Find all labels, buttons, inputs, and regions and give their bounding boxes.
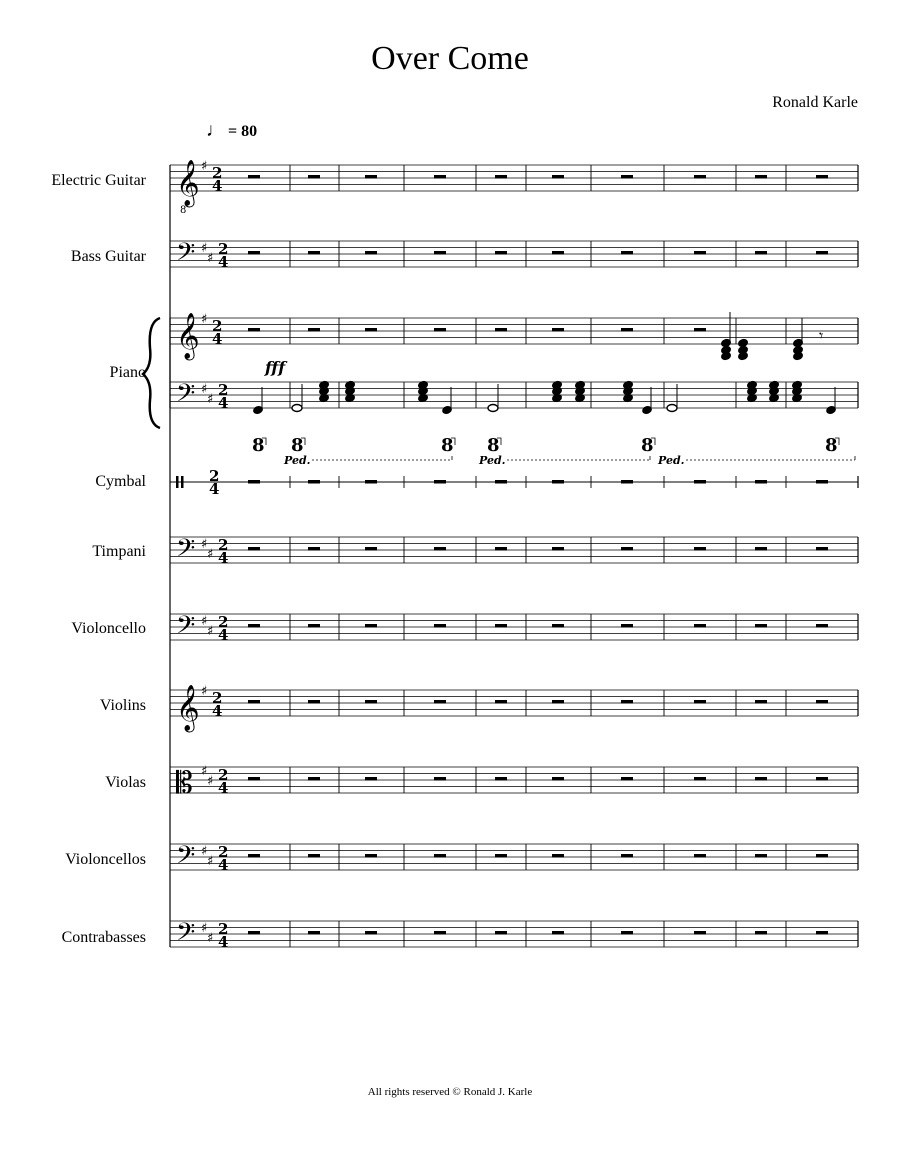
- staff: [170, 844, 858, 870]
- half-note: [488, 405, 498, 412]
- whole-rest: [434, 547, 446, 551]
- whole-rest: [308, 777, 320, 781]
- whole-rest: [816, 931, 828, 935]
- whole-rest: [816, 854, 828, 858]
- time-signature-top: 2: [218, 920, 229, 938]
- instrument-label-violoncellos: Violoncellos: [65, 851, 146, 868]
- whole-rest: [248, 931, 260, 935]
- whole-rest: [621, 854, 633, 858]
- sharp-icon: ♯: [201, 614, 208, 629]
- whole-rest: [434, 854, 446, 858]
- whole-rest: [365, 480, 377, 484]
- bass-clef-icon: 𝄢: [176, 238, 196, 273]
- staff: [170, 165, 858, 191]
- instrument-label-timpani: Timpani: [92, 543, 146, 560]
- whole-rest: [755, 931, 767, 935]
- copyright-footer: All rights reserved © Ronald J. Karle: [367, 1086, 533, 1098]
- whole-rest: [495, 328, 507, 332]
- whole-rest: [365, 777, 377, 781]
- treble-clef-icon: 𝄞: [176, 313, 200, 359]
- instrument-label-bass-guitar: Bass Guitar: [70, 248, 146, 265]
- sharp-icon: ♯: [207, 547, 214, 562]
- whole-rest: [694, 547, 706, 551]
- pedal-mark: Ped.: [658, 454, 685, 467]
- sharp-icon: ♯: [201, 312, 208, 327]
- whole-rest: [248, 624, 260, 628]
- octave-bassa-marker: 8: [291, 435, 304, 456]
- whole-rest: [621, 624, 633, 628]
- whole-rest: [434, 700, 446, 704]
- piano-brace-icon: [143, 318, 160, 428]
- whole-rest: [552, 700, 564, 704]
- whole-rest: [621, 700, 633, 704]
- octave-marker: 8: [180, 205, 187, 216]
- whole-rest: [755, 547, 767, 551]
- whole-rest: [495, 854, 507, 858]
- dynamic-fff: fff: [265, 358, 286, 377]
- whole-rest: [621, 777, 633, 781]
- bass-clef-icon: 𝄢: [176, 841, 196, 876]
- time-signature-top: 2: [212, 317, 223, 335]
- time-signature-bottom: 4: [212, 702, 223, 720]
- whole-rest: [365, 700, 377, 704]
- whole-rest: [694, 931, 706, 935]
- whole-rest: [434, 931, 446, 935]
- whole-rest: [755, 624, 767, 628]
- whole-rest: [308, 251, 320, 255]
- whole-rest: [248, 547, 260, 551]
- time-signature-top: 2: [218, 843, 229, 861]
- bass-clef-icon: 𝄢: [176, 918, 196, 953]
- whole-rest: [816, 624, 828, 628]
- whole-rest: [755, 777, 767, 781]
- whole-rest: [495, 624, 507, 628]
- instrument-label-cymbal: Cymbal: [95, 473, 146, 490]
- whole-rest: [365, 328, 377, 332]
- whole-rest: [755, 251, 767, 255]
- whole-rest: [816, 480, 828, 484]
- tempo-text: = 80: [228, 123, 258, 140]
- whole-rest: [365, 547, 377, 551]
- time-signature-top: 2: [218, 381, 229, 399]
- whole-rest: [495, 700, 507, 704]
- eighth-rest-icon: 𝄾: [819, 326, 824, 345]
- whole-rest: [552, 175, 564, 179]
- time-signature-top: 2: [218, 536, 229, 554]
- octave-bassa-marker: 8: [441, 435, 454, 456]
- whole-rest: [816, 175, 828, 179]
- sharp-icon: ♯: [207, 854, 214, 869]
- half-note: [667, 405, 677, 412]
- whole-rest: [552, 931, 564, 935]
- whole-rest: [308, 854, 320, 858]
- staff: [170, 767, 858, 793]
- composer-name: Ronald Karle: [772, 94, 858, 111]
- octave-bassa-marker: 8: [825, 435, 838, 456]
- staff: [170, 318, 858, 344]
- staff: [170, 241, 858, 267]
- whole-rest: [434, 175, 446, 179]
- whole-rest: [434, 328, 446, 332]
- whole-rest: [694, 480, 706, 484]
- whole-rest: [365, 931, 377, 935]
- half-note: [292, 405, 302, 412]
- sharp-icon: ♯: [207, 931, 214, 946]
- whole-rest: [434, 251, 446, 255]
- whole-rest: [495, 480, 507, 484]
- whole-rest: [621, 480, 633, 484]
- whole-rest: [552, 854, 564, 858]
- whole-rest: [621, 175, 633, 179]
- whole-rest: [308, 328, 320, 332]
- whole-rest: [621, 547, 633, 551]
- sharp-icon: ♯: [201, 844, 208, 859]
- whole-rest: [365, 251, 377, 255]
- percussion-clef-icon: [181, 476, 184, 488]
- instrument-label-violas: Violas: [105, 774, 146, 791]
- whole-rest: [694, 854, 706, 858]
- instrument-label-contrabasses: Contrabasses: [61, 929, 146, 946]
- whole-rest: [365, 624, 377, 628]
- time-signature-top: 2: [209, 467, 220, 485]
- whole-rest: [552, 547, 564, 551]
- whole-rest: [365, 854, 377, 858]
- whole-rest: [552, 777, 564, 781]
- time-signature-bottom: 4: [218, 933, 229, 951]
- whole-rest: [552, 480, 564, 484]
- whole-rest: [816, 251, 828, 255]
- whole-rest: [755, 700, 767, 704]
- time-signature-top: 2: [218, 240, 229, 258]
- whole-rest: [434, 480, 446, 484]
- whole-rest: [248, 777, 260, 781]
- whole-rest: [248, 480, 260, 484]
- whole-rest: [248, 175, 260, 179]
- sharp-icon: ♯: [207, 251, 214, 266]
- octave-bassa-marker: 8: [641, 435, 654, 456]
- quarter-note-icon: ♩: [206, 120, 225, 141]
- time-signature-bottom: 4: [218, 253, 229, 271]
- staff: [170, 921, 858, 947]
- sharp-icon: ♯: [201, 684, 208, 699]
- score-title: Over Come: [371, 40, 529, 77]
- sharp-icon: ♯: [201, 921, 208, 936]
- whole-rest: [552, 251, 564, 255]
- whole-rest: [308, 480, 320, 484]
- staff: [170, 690, 858, 716]
- whole-rest: [621, 931, 633, 935]
- instrument-label-electric-guitar: Electric Guitar: [51, 172, 146, 189]
- sharp-icon: ♯: [201, 382, 208, 397]
- staff: [170, 476, 858, 488]
- time-signature-bottom: 4: [218, 779, 229, 797]
- pedal-mark: Ped.: [284, 454, 311, 467]
- octave-bassa-marker: 8: [252, 435, 265, 456]
- time-signature-top: 2: [218, 613, 229, 631]
- whole-rest: [248, 328, 260, 332]
- sharp-icon: ♯: [201, 159, 208, 174]
- staff: [170, 537, 858, 563]
- whole-rest: [755, 175, 767, 179]
- whole-rest: [308, 175, 320, 179]
- instrument-label-violoncello: Violoncello: [71, 620, 146, 637]
- whole-rest: [495, 547, 507, 551]
- time-signature-top: 2: [212, 689, 223, 707]
- alto-clef-icon: 𝄡: [176, 766, 193, 801]
- treble-clef-icon: 𝄞: [176, 160, 200, 206]
- whole-rest: [495, 931, 507, 935]
- whole-rest: [694, 328, 706, 332]
- time-signature-bottom: 4: [218, 856, 229, 874]
- whole-rest: [694, 251, 706, 255]
- staff: [170, 614, 858, 640]
- whole-rest: [816, 777, 828, 781]
- whole-rest: [308, 624, 320, 628]
- whole-rest: [694, 624, 706, 628]
- whole-rest: [694, 700, 706, 704]
- whole-rest: [308, 700, 320, 704]
- whole-rest: [552, 328, 564, 332]
- whole-rest: [434, 624, 446, 628]
- whole-rest: [816, 700, 828, 704]
- whole-rest: [755, 854, 767, 858]
- pedal-mark: Ped.: [479, 454, 506, 467]
- whole-rest: [248, 854, 260, 858]
- octave-bassa-marker: 8: [487, 435, 500, 456]
- time-signature-bottom: 4: [212, 177, 223, 195]
- whole-rest: [308, 547, 320, 551]
- bass-clef-icon: 𝄢: [176, 611, 196, 646]
- whole-rest: [495, 175, 507, 179]
- whole-rest: [552, 624, 564, 628]
- time-signature-bottom: 4: [212, 330, 223, 348]
- whole-rest: [434, 777, 446, 781]
- whole-rest: [694, 777, 706, 781]
- time-signature-top: 2: [218, 766, 229, 784]
- sharp-icon: ♯: [207, 774, 214, 789]
- time-signature-bottom: 4: [209, 480, 220, 498]
- sharp-icon: ♯: [207, 392, 214, 407]
- treble-clef-icon: 𝄞: [176, 685, 200, 731]
- sharp-icon: ♯: [201, 537, 208, 552]
- time-signature-top: 2: [212, 164, 223, 182]
- whole-rest: [755, 480, 767, 484]
- time-signature-bottom: 4: [218, 549, 229, 567]
- sharp-icon: ♯: [201, 241, 208, 256]
- whole-rest: [816, 547, 828, 551]
- percussion-clef-icon: [176, 476, 179, 488]
- whole-rest: [621, 328, 633, 332]
- sharp-icon: ♯: [207, 624, 214, 639]
- whole-rest: [248, 700, 260, 704]
- time-signature-bottom: 4: [218, 394, 229, 412]
- whole-rest: [694, 175, 706, 179]
- bass-clef-icon: 𝄢: [176, 534, 196, 569]
- time-signature-bottom: 4: [218, 626, 229, 644]
- instrument-label-piano: Piano: [109, 364, 146, 381]
- whole-rest: [308, 931, 320, 935]
- whole-rest: [248, 251, 260, 255]
- whole-rest: [365, 175, 377, 179]
- whole-rest: [621, 251, 633, 255]
- whole-rest: [495, 251, 507, 255]
- whole-rest: [495, 777, 507, 781]
- sharp-icon: ♯: [201, 764, 208, 779]
- instrument-label-violins: Violins: [99, 697, 146, 714]
- bass-clef-icon: 𝄢: [176, 379, 196, 414]
